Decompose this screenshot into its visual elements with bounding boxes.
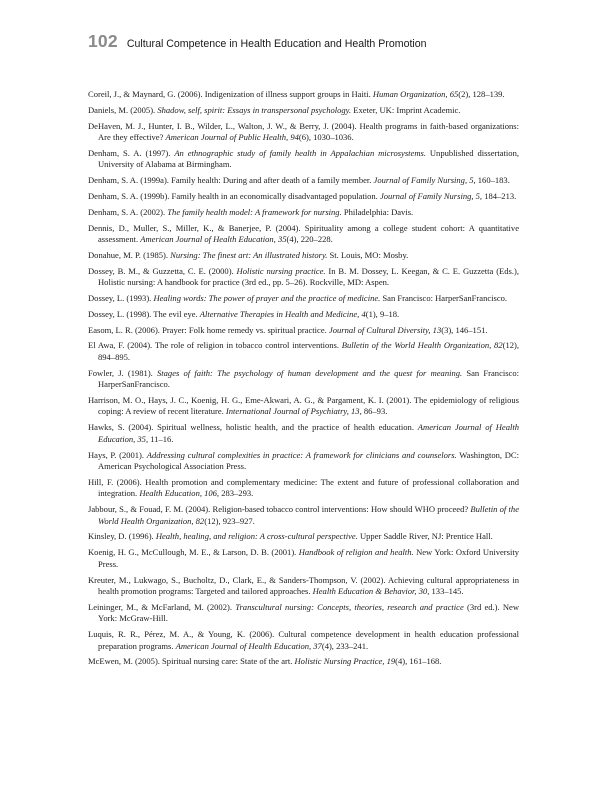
reference-text: Donahue, M. P. (1985).	[88, 249, 171, 260]
reference-text: Hawks, S. (2004). Spiritual wellness, holistic health, and the practice of health education.	[88, 422, 418, 433]
reference-italic-title: Addressing cultural complexities in practice: A framework for clinicians and counselors.	[146, 449, 457, 460]
reference-entry	[88, 602, 519, 625]
reference-text: Coreil, J., & Maynard, G. (2006). Indigenization of illness support groups in Haiti.	[88, 89, 373, 99]
reference-entry	[88, 223, 519, 246]
reference-entry	[88, 450, 519, 473]
reference-text: McEwen, M. (2005). Spiritual nursing care: State of the art.	[88, 656, 295, 667]
reference-entry	[88, 148, 519, 171]
reference-text-tail: Philadelphia: Davis.	[341, 206, 414, 217]
reference-text-tail: 133–145.	[429, 586, 464, 597]
reference-text: Denham, S. A. (1997).	[88, 147, 175, 158]
reference-italic-title: Bulletin of the World Health Organization, 82	[341, 340, 503, 351]
reference-text-tail: (4), 220–228.	[286, 234, 333, 245]
reference-text-tail: 160–183.	[475, 175, 510, 186]
reference-italic-title: Health, healing, and religion: A cross-cultural perspective.	[155, 531, 358, 542]
reference-italic-title: Holistic nursing practice.	[236, 265, 326, 276]
reference-entry	[88, 89, 519, 101]
reference-text-tail: (12), 894–895.	[98, 340, 519, 362]
reference-italic-title: Nursing: The finest art: An illustrated history.	[170, 249, 328, 260]
reference-italic-title: An ethnographic study of family health in Appalachian microsystems.	[174, 147, 426, 158]
reference-italic-title: Human Organization, 65	[372, 89, 459, 99]
reference-text-tail: 86–93.	[361, 406, 388, 417]
reference-text: El Awa, F. (2004). The role of religion in tobacco control interventions.	[88, 340, 342, 351]
reference-text-tail: Washington, DC: American Psychological Association Press.	[98, 449, 520, 472]
reference-text-tail: 184–213.	[482, 190, 517, 201]
reference-text-tail: Exeter, UK: Imprint Academic.	[351, 104, 461, 115]
reference-text-tail: 11–16.	[148, 433, 174, 444]
reference-list	[88, 89, 519, 672]
reference-italic-title: Health Education & Behavior, 30,	[312, 586, 430, 597]
reference-italic-title: Health Education, 106,	[139, 488, 220, 499]
reference-entry	[88, 368, 519, 391]
reference-text: Harrison, M. O., Hays, J. C., Koenig, H. G., Eme-Akwari, A. G., & Pargament, K. I. (2001). The epidemiology of religious coping: A review of recent literature.	[88, 394, 519, 417]
reference-entry	[88, 121, 519, 144]
reference-text: Hays, P. (2001).	[88, 449, 147, 460]
reference-entry	[88, 309, 519, 321]
reference-entry	[88, 656, 519, 668]
reference-italic-title: Journal of Family Nursing, 5,	[379, 190, 483, 201]
reference-text-tail: (2), 128–139.	[458, 89, 505, 99]
running-title: Cultural Competence in Health Education and Health Promotion	[126, 38, 427, 50]
reference-entry	[88, 105, 519, 117]
running-header	[88, 31, 427, 52]
reference-text-tail: (12), 923–927.	[204, 515, 255, 526]
reference-entry	[88, 340, 519, 363]
reference-italic-title: American Journal of Health Education, 37	[175, 640, 322, 651]
reference-italic-title: Transcultural nursing: Concepts, theories, research and practice	[235, 601, 464, 612]
reference-entry	[88, 293, 519, 305]
reference-italic-title: Stages of faith: The psychology of human development and the quest for meaning.	[157, 367, 463, 378]
reference-entry	[88, 477, 519, 500]
reference-text-tail: 283–293.	[219, 488, 254, 499]
reference-text: Koenig, H. G., McCullough, M. E., & Larson, D. B. (2001).	[88, 547, 299, 558]
reference-entry	[88, 250, 519, 262]
reference-italic-title: Handbook of religion and health.	[298, 547, 414, 558]
reference-text: DeHaven, M. J., Hunter, I. B., Wilder, L., Walton, J. W., & Berry, J. (2004). Health programs in faith-based organizations: Are they effective?	[88, 120, 519, 143]
reference-entry	[88, 629, 519, 652]
reference-text-tail: New York: Oxford University Press.	[98, 547, 519, 569]
reference-text: Easom, L. R. (2006). Prayer: Folk home remedy vs. spiritual practice.	[88, 324, 329, 335]
reference-italic-title: International Journal of Psychiatry, 13,	[225, 406, 362, 417]
reference-entry	[88, 325, 519, 337]
reference-italic-title: Bulletin of the World Health Organization, 82	[98, 504, 519, 526]
reference-text-tail: San Francisco: HarperSanFrancisco.	[380, 292, 508, 303]
reference-text: Dossey, L. (1998). The evil eye.	[88, 308, 200, 319]
reference-text-tail: (1), 9–18.	[365, 308, 400, 319]
reference-text: Luquis, R. R., Pérez, M. A., & Young, K. (2006). Cultural competence development in health education professional preparation programs.	[88, 629, 519, 651]
reference-text: Denham, S. A. (1999b). Family health in an economically disadvantaged population.	[88, 190, 380, 201]
reference-text: Denham, S. A. (2002).	[88, 206, 168, 217]
reference-entry	[88, 266, 519, 289]
reference-italic-title: Shadow, self, spirit: Essays in transpersonal psychology.	[157, 104, 352, 115]
page-number: 102	[88, 31, 118, 51]
reference-entry	[88, 575, 519, 598]
reference-text-tail: Unpublished dissertation, University of Alabama at Birmingham.	[98, 147, 519, 170]
reference-text-tail: (3), 146–151.	[441, 324, 488, 335]
reference-text-tail: (4), 233–241.	[321, 640, 369, 651]
reference-entry	[88, 395, 519, 418]
reference-text-tail: San Francisco: HarperSanFrancisco.	[98, 367, 520, 390]
reference-entry	[88, 175, 519, 187]
reference-text: Denham, S. A. (1999a). Family health: During and after death of a family member.	[88, 175, 374, 186]
reference-italic-title: American Journal of Health Education, 35	[140, 234, 287, 245]
reference-text-tail: (4), 161–168.	[395, 656, 442, 667]
reference-text-tail: St. Louis, MO: Mosby.	[327, 249, 409, 260]
reference-entry	[88, 531, 519, 543]
reference-text: Leininger, M., & McFarland, M. (2002).	[88, 601, 236, 612]
reference-text: Fowler, J. (1981).	[88, 367, 158, 378]
reference-text: Dennis, D., Muller, S., Miller, K., & Banerjee, P. (2004). Spirituality among a college student cohort: A quantitative assessment.	[88, 222, 519, 245]
reference-text: Kreuter, M., Lukwago, S., Bucholtz, D., Clark, E., & Sanders-Thompson, V. (2002). Achieving cultural appropriateness in health promotion programs: Targeted and tailored approaches.	[88, 574, 519, 597]
reference-text: Jabbour, S., & Fouad, F. M. (2004). Religion-based tobacco control interventions: How should WHO proceed?	[88, 504, 471, 515]
reference-italic-title: Healing words: The power of prayer and the practice of medicine.	[153, 292, 381, 303]
reference-italic-title: American Journal of Public Health, 94	[165, 132, 299, 143]
reference-text-tail: (6), 1030–1036.	[298, 132, 354, 143]
reference-italic-title: American Journal of Health Education, 35,	[98, 422, 519, 444]
reference-entry	[88, 504, 519, 527]
reference-text: Hill, F. (2006). Health promotion and complementary medicine: The extent and future of professional collaboration and integration.	[88, 476, 519, 499]
reference-entry	[88, 547, 519, 570]
reference-entry	[88, 207, 519, 219]
reference-italic-title: Holistic Nursing Practice, 19	[294, 656, 396, 667]
reference-text-tail: In B. M. Dossey, L. Keegan, & C. E. Guzzetta (Eds.), Holistic nursing: A handbook for practice (3rd ed., pp. 5–26). Rockville, MD: Aspen.	[98, 265, 519, 288]
reference-italic-title: Alternative Therapies in Health and Medicine, 4	[199, 308, 366, 319]
reference-italic-title: Journal of Family Nursing, 5,	[373, 175, 476, 186]
reference-text: Kinsley, D. (1996).	[88, 531, 156, 542]
reference-text-tail: Upper Saddle River, NJ: Prentice Hall.	[357, 531, 493, 542]
reference-text: Dossey, L. (1993).	[88, 292, 154, 303]
reference-italic-title: The family health model: A framework for nursing.	[167, 206, 342, 217]
reference-text-tail: (3rd ed.). New York: McGraw-Hill.	[98, 601, 520, 624]
reference-entry	[88, 191, 519, 203]
reference-italic-title: Journal of Cultural Diversity, 13	[328, 324, 442, 335]
reference-entry	[88, 422, 519, 445]
reference-text: Dossey, B. M., & Guzzetta, C. E. (2000).	[88, 265, 237, 276]
reference-text: Daniels, M. (2005).	[88, 104, 158, 115]
